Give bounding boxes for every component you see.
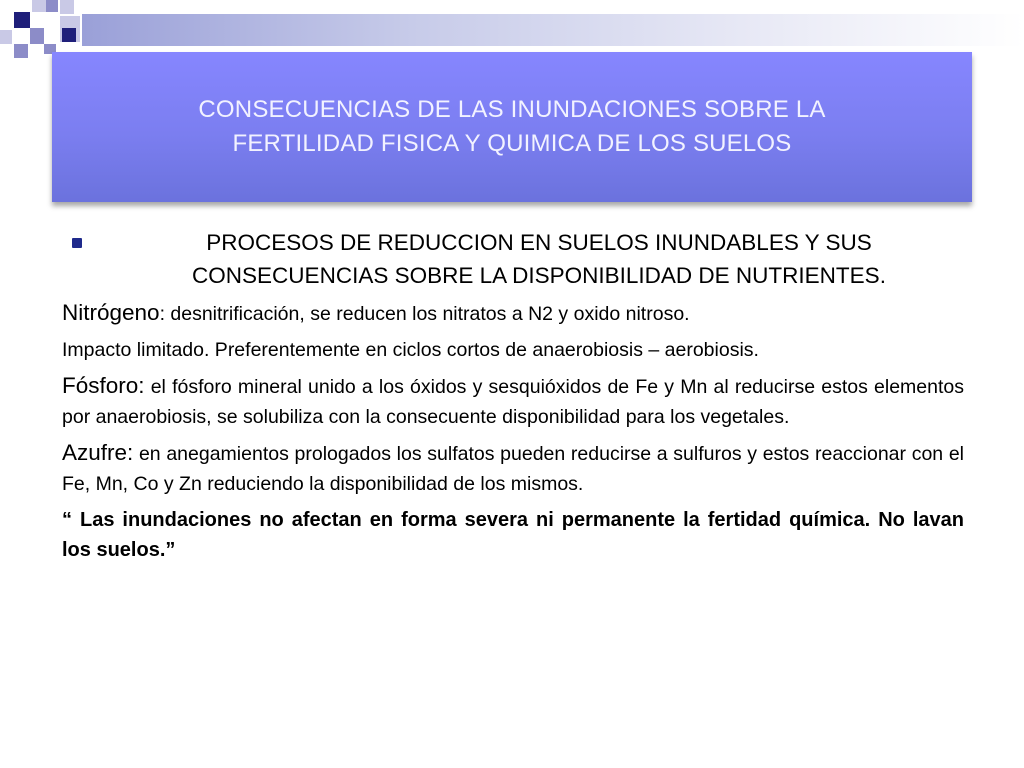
nitrogen-text: : desnitrificación, se reducen los nitratos a N2 y oxido nitroso. <box>159 303 690 325</box>
phosphorus-text: el fósforo mineral unido a los óxidos y sesquióxidos de Fe y Mn al reducirse estos elementos por anaerobiosis, se solubiliza con la consecuente disponibilidad para los vegetales. <box>62 376 964 428</box>
sulfur-text: en anegamientos prologados los sulfatos pueden reducirse a sulfuros y estos reaccionar con el Fe, Mn, Co y Zn reduciendo la disponibilidad de los mismos. <box>62 443 964 495</box>
bullet-item <box>62 226 964 292</box>
decor-square-mid <box>30 28 44 44</box>
decor-square-mid <box>46 0 58 12</box>
nitrogen-paragraph <box>62 298 964 329</box>
impact-paragraph: Impacto limitado. Preferentemente en ciclos cortos de anaerobiosis – aerobiosis. <box>62 339 759 361</box>
decor-square-light <box>60 0 74 14</box>
decor-square-light <box>32 0 46 12</box>
square-bullet-icon <box>72 238 82 248</box>
title-box <box>52 52 972 202</box>
sulfur-label: Azufre: <box>62 440 134 465</box>
sulfur-paragraph <box>62 438 964 499</box>
slide-content <box>62 226 964 571</box>
decor-square-light <box>0 30 12 44</box>
header-gradient-band <box>82 14 1024 46</box>
phosphorus-paragraph <box>62 371 964 432</box>
phosphorus-label: Fósforo: <box>62 373 145 398</box>
decor-square-navy <box>14 12 30 28</box>
conclusion-quote: “ Las inundaciones no afectan en forma severa ni permanente la fertidad química. No lavan los suelos.” <box>62 509 964 561</box>
decor-square-navy <box>62 28 76 42</box>
nitrogen-label: Nitrógeno <box>62 300 160 325</box>
bullet-text: PROCESOS DE REDUCCION EN SUELOS INUNDABLES Y SUS CONSECUENCIAS SOBRE LA DISPONIBILIDAD DE NUTRIENTES. <box>192 230 886 288</box>
decor-square-mid <box>14 44 28 58</box>
slide-title: CONSECUENCIAS DE LAS INUNDACIONES SOBRE LA FERTILIDAD FISICA Y QUIMICA DE LOS SUELOS <box>198 96 826 157</box>
